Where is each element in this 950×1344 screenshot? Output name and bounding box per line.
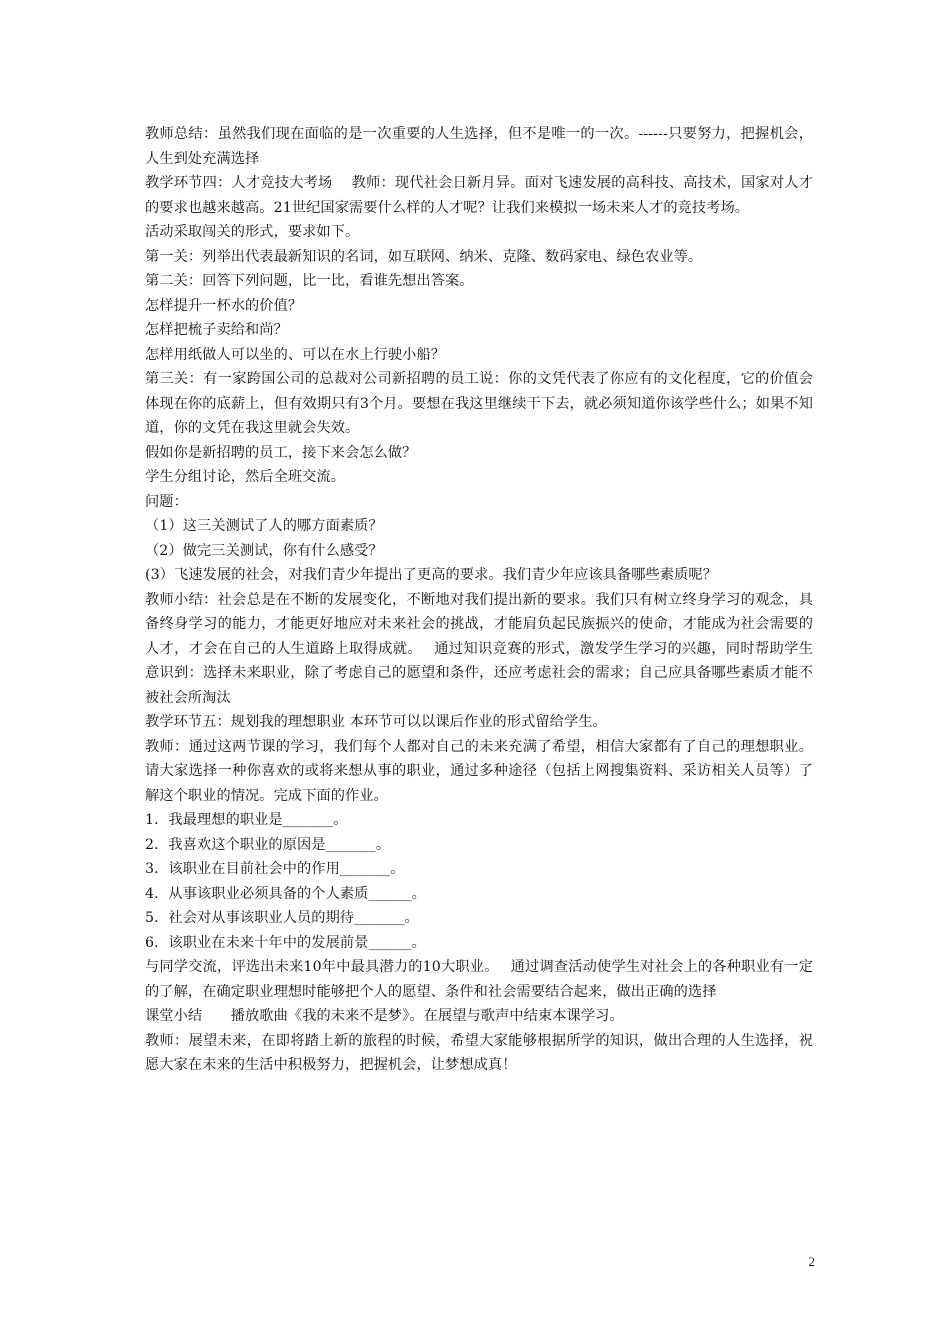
document-body	[145, 122, 813, 1078]
paragraph-teacher-summary-2: 教师小结：社会总是在不断的发展变化，不断地对我们提出新的要求。我们只有树立终身学习的观念，具备终身学习的能力，才能更好地应对未来社会的挑战，才能肩负起民族振兴的使命，才能成为社会需要的人才，才会在自己的人生道路上取得成就。 通过知识竞赛的形式，激发学生学习的兴趣，同时帮助学生意识到：选择未来职业，除了考虑自己的愿望和条件，还应考虑社会的需求；自己应具备哪些素质才能不被社会所淘汰	[145, 591, 813, 706]
paragraph-question-3: (3）飞速发展的社会，对我们青少年提出了更高的要求。我们青少年应该具备哪些素质呢？	[145, 567, 717, 583]
paragraph-level-two: 第二关：回答下列问题，比一比，看谁先想出答案。	[145, 273, 474, 289]
paragraph-assignment-item-6: 6．该职业在未来十年中的发展前景______。	[145, 934, 426, 951]
paragraph-assignment-item-2: 2．我喜欢这个职业的原因是_______。	[145, 836, 391, 853]
paragraph-section-four: 教学环节四：人才竞技大考场 教师：现代社会日新月异。面对飞速发展的高科技、高技术，国家对人才的要求也越来越高。21世纪国家需要什么样的人才呢？让我们来模拟一场未来人才的竞技考场。	[145, 175, 813, 216]
paragraph-assignment-item-1: 1．我最理想的职业是_______。	[145, 812, 348, 828]
paragraph-teacher-closing: 教师：展望未来，在即将踏上新的旅程的时候，希望大家能够根据所学的知识，做出合理的人生选择，祝愿大家在未来的生活中积极努力，把握机会，让梦想成真！	[145, 1032, 813, 1073]
paragraph-question-1: （1）这三关测试了人的哪方面素质？	[145, 518, 383, 534]
paragraph-group-discussion: 学生分组讨论，然后全班交流。	[145, 469, 346, 485]
paragraph-teacher-assignment: 教师：通过这两节课的学习，我们每个人都对自己的未来充满了希望，相信大家都有了自己的理想职业。请大家选择一种你喜欢的或将来想从事的职业，通过多种途径（包括上网搜集资料、采访相关人员等）了解这个职业的情况。完成下面的作业。	[145, 738, 813, 804]
paragraph-assignment-item-3: 3．该职业在目前社会中的作用_______。	[145, 861, 405, 877]
paragraph-peer-exchange: 与同学交流，评选出未来10年中最具潜力的10大职业。 通过调查活动使学生对社会上的各种职业有一定的了解，在确定职业理想时能够把个人的愿望、条件和社会需要结合起来，做出正确的选择	[145, 959, 813, 1000]
paragraph-level-three: 第三关：有一家跨国公司的总裁对公司新招聘的员工说：你的文凭代表了你应有的文化程度，它的价值会体现在你的底薪上，但有效期只有3个月。要想在我这里继续干下去，就必须知道你该学些什么；如果不知道，你的文凭在我这里就会失效。	[145, 371, 813, 436]
paragraph-activity-format: 活动采取闯关的形式，要求如下。	[145, 224, 360, 240]
paragraph-class-summary: 课堂小结 播放歌曲《我的未来不是梦》。在展望与歌声中结束本课学习。	[145, 1008, 624, 1024]
paragraph-question-water: 怎样提升一杯水的价值？	[145, 297, 303, 314]
paragraph-question-comb: 怎样把梳子卖给和尚？	[145, 322, 288, 338]
page-number: 2	[808, 1254, 815, 1269]
paragraph-question-2: （2）做完三关测试，你有什么感受？	[145, 542, 383, 559]
paragraph-question-boat: 怎样用纸做人可以坐的、可以在水上行驶小船？	[145, 346, 446, 363]
paragraph-teacher-summary-1: 教师总结：虽然我们现在面临的是一次重要的人生选择，但不是唯一的一次。------只要努力，把握机会，人生到处充满选择	[145, 126, 813, 167]
paragraph-level-one: 第一关：列举出代表最新知识的名词，如互联网、纳米、克隆、数码家电、绿色农业等。	[145, 248, 703, 265]
paragraph-assignment-item-4: 4．从事该职业必须具备的个人素质______。	[145, 885, 426, 902]
paragraph-new-employee: 假如你是新招聘的员工，接下来会怎么做？	[145, 444, 417, 461]
paragraph-assignment-item-5: 5．社会对从事该职业人员的期待_______。	[145, 910, 419, 926]
paragraph-questions-heading: 问题：	[145, 493, 188, 510]
paragraph-section-five: 教学环节五：规划我的理想职业 本环节可以以课后作业的形式留给学生。	[145, 714, 607, 730]
